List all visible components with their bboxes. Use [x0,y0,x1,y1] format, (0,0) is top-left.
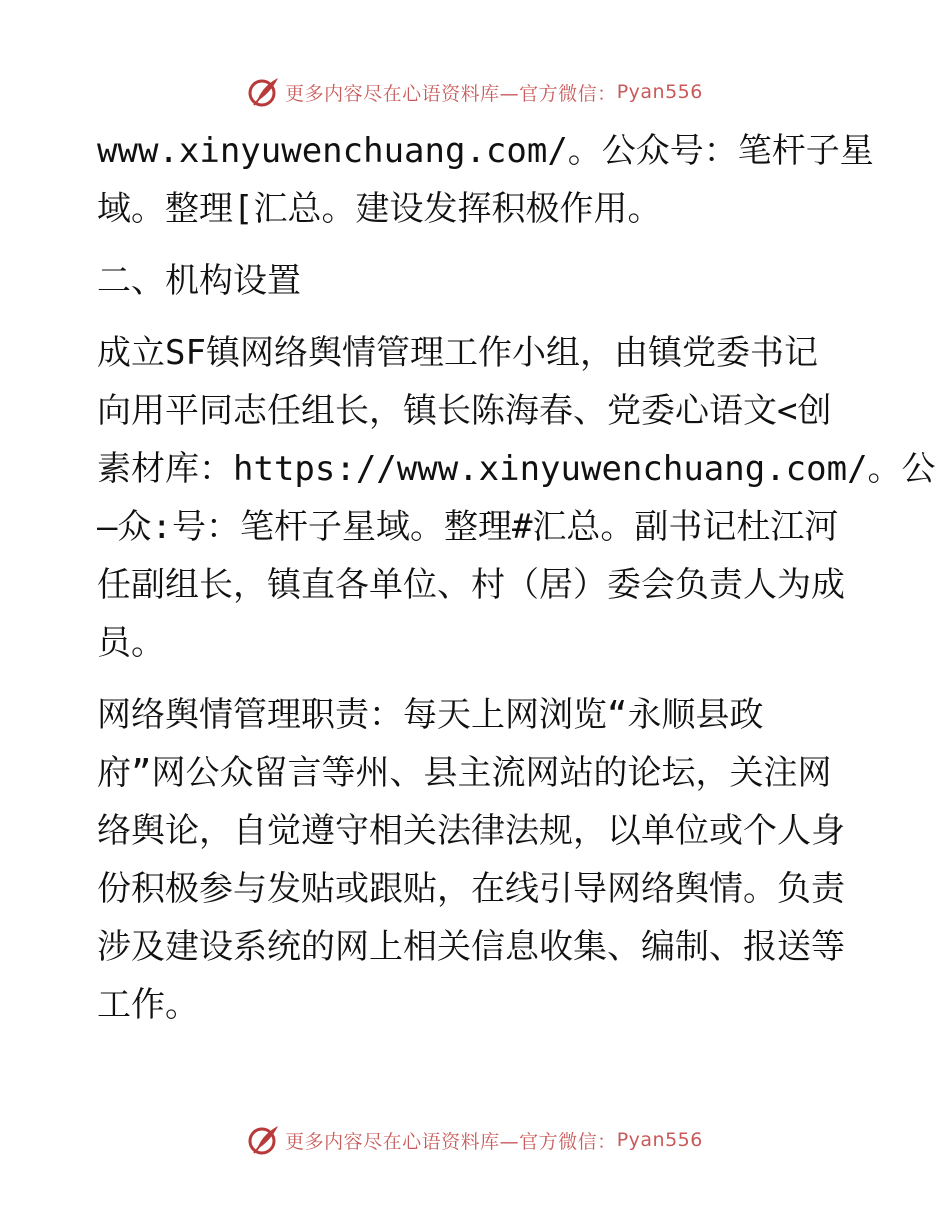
paragraph-continuation [97,122,874,238]
text-line: 府”网公众留言等州、县主流网站的论坛，关注网 [97,753,832,793]
watermark-separator: —官方微信： [499,82,617,105]
text-line: 份积极参与发贴或跟贴，在线引导网络舆情。负责 [97,869,845,909]
watermark-separator: —官方微信： [499,1130,617,1153]
text-line: www.xinyuwenchuang.com/。公众号：笔杆子星 [97,131,874,171]
watermark-wechat-id: Pyan556 [616,1129,703,1151]
watermark-wechat-id: Pyan556 [616,81,703,103]
text-line: —众:号：笔杆子星域。整理#汇总。副书记杜江河 [97,507,839,547]
paragraph-organization [97,324,936,672]
feather-pen-logo-icon [247,75,281,109]
text-line: 员。 [97,623,165,663]
header-watermark [0,72,950,112]
heading-line: 二、机构设置 [97,261,301,301]
text-line: 向用平同志任组长，镇长陈海春、党委心语文<创 [97,391,832,431]
section-heading [97,252,857,310]
watermark-text: 更多内容尽在心语资料库 [285,82,500,105]
document-body [97,122,936,1034]
text-line: 域。整理[汇总。建设发挥积极作用。 [97,189,662,229]
text-line: 络舆论，自觉遵守相关法律法规，以单位或个人身 [97,811,845,851]
text-line: 工作。 [97,985,199,1025]
watermark-text: 更多内容尽在心语资料库 [285,1130,500,1153]
text-line: 任副组长，镇直各单位、村（居）委会负责人为成 [97,565,845,605]
feather-pen-logo-icon [247,1123,281,1157]
paragraph-responsibilities [97,686,857,1034]
text-line: 网络舆情管理职责：每天上网浏览“永顺县政 [97,695,764,735]
text-line: 涉及建设系统的网上相关信息收集、编制、报送等 [97,927,845,967]
footer-watermark [0,1120,950,1160]
text-line: 素材库：https://www.xinyuwenchuang.com/。公 [97,449,936,489]
text-line: 成立SF镇网络舆情管理工作小组，由镇党委书记 [97,333,818,373]
